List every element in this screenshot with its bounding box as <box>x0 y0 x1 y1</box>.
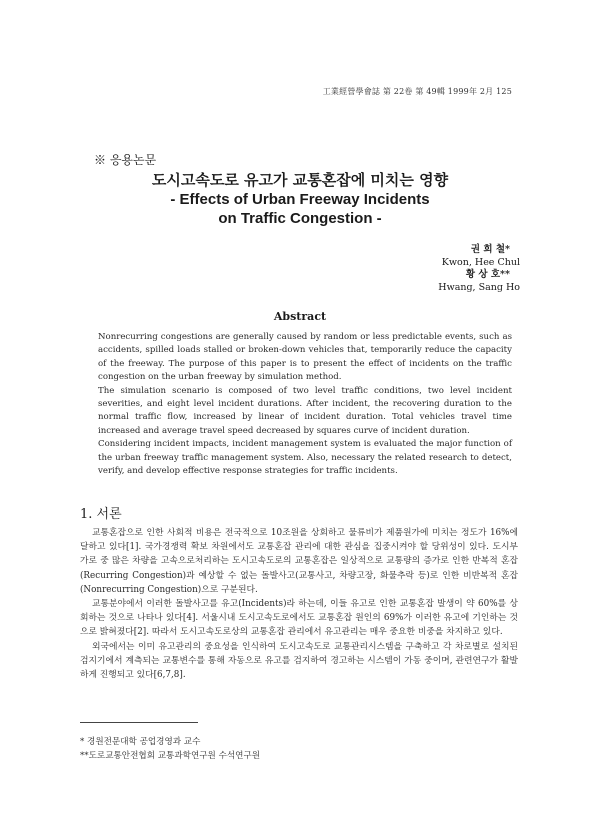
author-1-english: Kwon, Hee Chul <box>441 256 520 268</box>
section-heading-introduction: 1. 서론 <box>80 507 122 522</box>
author-2-korean: 황 상 호** <box>465 269 510 280</box>
footnote-1: * 경원전문대학 공업경영과 교수 <box>80 737 201 747</box>
abstract-paragraph-2: The simulation scenario is composed of two level traffic conditions, two level incident severities, and eight level incident durations. After incident, the recovering duration to the normal traffic flow, increased by linear of incident duration. Total vehicles travel time increased and average travel speed decreased by squares curve of incident duration. <box>98 385 512 436</box>
title-english-line1: - Effects of Urban Freeway Incidents <box>170 191 430 208</box>
introduction-body <box>80 526 518 682</box>
title-english-line2: on Traffic Congestion - <box>218 210 382 227</box>
journal-header: 工業經營學會誌 第 22卷 第 49輯 1999年 2月 125 <box>322 87 512 96</box>
author-2-english: Hwang, Sang Ho <box>438 281 520 293</box>
author-1-korean: 권 희 철* <box>470 244 510 255</box>
abstract-body <box>98 331 512 478</box>
footnote-2: **도로교통안전협회 교통과학연구원 수석연구원 <box>80 751 261 761</box>
section-tag: ※ 응용논문 <box>94 153 157 167</box>
title-korean: 도시고속도로 유고가 교통혼잡에 미치는 영향 <box>151 171 449 189</box>
abstract-paragraph-3: Considering incident impacts, incident management system is evaluated the major function of the urban freeway traffic management system. Also, necessary the related research to detect, verify, and develop effective response strategies for traffic incidents. <box>98 439 512 477</box>
abstract-heading: Abstract <box>273 310 327 323</box>
author-block <box>438 244 520 294</box>
footnotes <box>80 735 260 763</box>
intro-paragraph-2: 교통분야에서 이러한 돌발사고를 유고(Incidents)라 하는데, 이들 유고로 인한 교통혼잡 발생이 약 60%를 상회하는 것으로 나타나 있다[4]. 서울시내 도시고속도로에서도 교통혼잡 원인의 69%가 이러한 유고에 기인하는 것으로 밝혀졌다[2]. 따라서 도시고속도로상의 교통혼잡 관리에서 유고관리는 매우 중요한 비중을 차지하고 있다. <box>80 599 518 638</box>
abstract-paragraph-1: Nonrecurring congestions are generally caused by random or less predictable events, such as accidents, spilled loads stalled or broken-down vehicles that, temporarily reduce the capacity of the freeway. The purpose of this paper is to present the effect of incidents on the traffic congestion on the urban freeway by simulation method. <box>98 332 512 383</box>
intro-paragraph-1: 교통혼잡으로 인한 사회적 비용은 전국적으로 10조원을 상회하고 물류비가 제품원가에 미치는 정도가 16%에 달하고 있다[1]. 국가경쟁력 확보 차원에서도 교통혼잡 관리에 대한 관심을 집중시켜야 할 당위성이 있다. 도시부 가로 중 많은 차량을 고속으로처리하는 도시고속도로의 교통혼잡은 일상적으로 교통량의 증가로 인한 반복적 혼잡(Recurring Congestion)과 예상할 수 없는 돌발사고(교통사고, 차량고장, 화물추락 등)로 인한 비반복적 혼잡(Nonrecurring Congestion)으로 구분된다. <box>80 528 518 595</box>
footnote-divider <box>80 722 198 723</box>
intro-paragraph-3: 외국에서는 이미 유고관리의 중요성을 인식하여 도시고속도로 교통관리시스템을 구축하고 각 차로별로 설치된 검지기에서 계측되는 교통변수를 통해 자동으로 유고를 검지하여 경고하는 시스템이 가동 중이며, 관련연구가 활발하게 진행되고 있다[6,7,8]. <box>80 641 518 681</box>
